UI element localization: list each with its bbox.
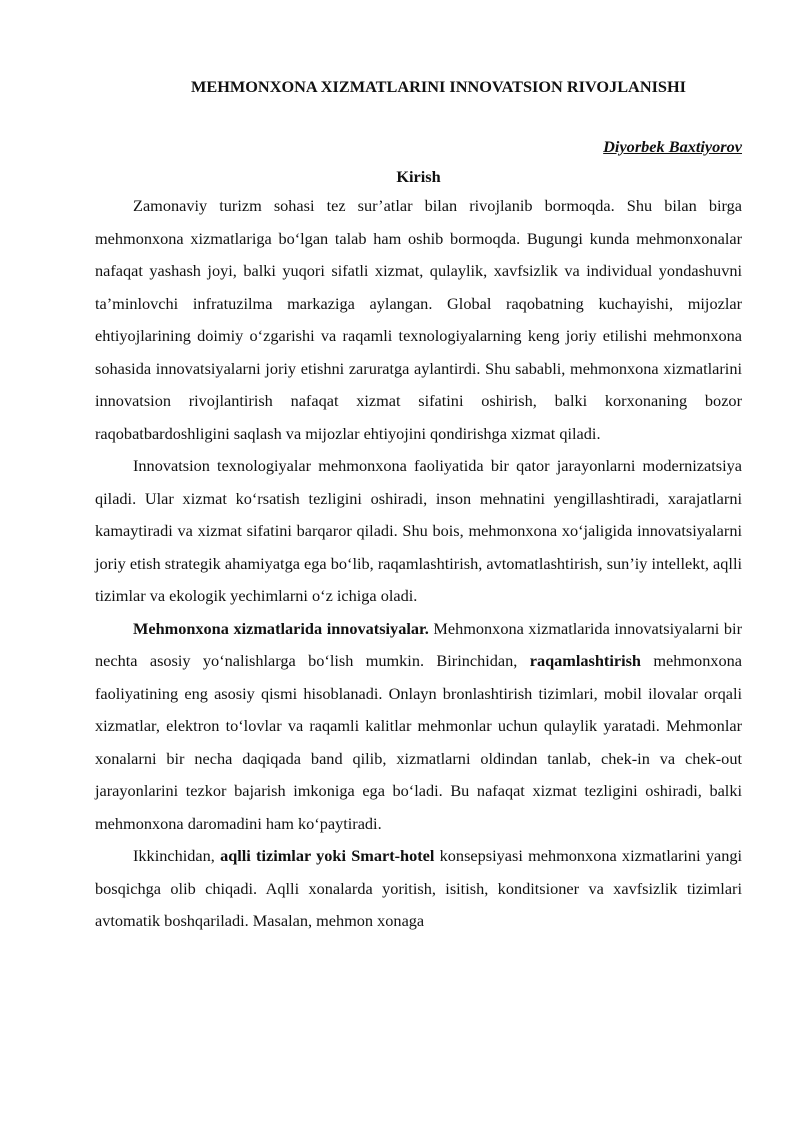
- paragraph-3-text-a: Mehmonxona xizmatlarida innovatsiyalarni bir nechta asosiy yo‘nalishlarga bo‘lish mumkin. Birinchidan,: [95, 618, 742, 670]
- paragraph-3: [95, 613, 742, 841]
- paragraph-3-lead: Mehmonxona xizmatlarida innovatsiyalar.: [133, 618, 429, 638]
- document-title: MEHMONXONA XIZMATLARINI INNOVATSION RIVOJLANISHI: [191, 77, 686, 96]
- paragraph-3-text-b: mehmonxona faoliyatining eng asosiy qismi hisoblanadi. Onlayn bronlashtirish tizimlari, mobil ilovalar orqali xizmatlar, elektron to‘lovlar va raqamli kalitlar mehmonlar uchun qulaylik yaratadi. Mehmonlar xonalarni bir necha daqiqada band qilib, xizmatlarni oldindan tanlab, chek-in va chek-out jarayonlarini tezkor bajarish imkoniga ega bo‘ladi. Bu nafaqat xizmat tezligini oshiradi, balki mehmonxona daromadini ham ko‘paytiradi.: [95, 651, 742, 833]
- paragraph-3-term: raqamlashtirish: [529, 651, 641, 670]
- paragraph-4-term: aqlli tizimlar yoki Smart-hotel: [220, 846, 435, 865]
- paragraph-4-text-b: konsepsiyasi mehmonxona xizmatlarini yangi bosqichga olib chiqadi. Aqlli xonalarda yoritish, isitish, konditsioner va xavfsizlik tizimlari avtomatik boshqariladi. Masalan, mehmon xonaga: [95, 846, 742, 930]
- section-heading: Kirish: [396, 167, 441, 186]
- paragraph-4: [95, 840, 742, 938]
- paragraph-1: Zamonaviy turizm sohasi tez sur’atlar bilan rivojlanib bormoqda. Shu bilan birga mehmonxona xizmatlariga bo‘lgan talab ham oshib bormoqda. Bugungi kunda mehmonxonalar nafaqat yashash joyi, balki yuqori sifatli xizmat, qulaylik, xavfsizlik va individual yondashuvni ta’minlovchi infratuzilma markaziga aylangan. Global raqobatning kuchayishi, mijozlar ehtiyojlarining doimiy o‘zgarishi va raqamli texnologiyalarning keng joriy etilishi mehmonxona sohasida innovatsiyalarni joriy etishni zaruratga aylantirdi. Shu sababli, mehmonxona xizmatlarini innovatsion rivojlantirish nafaqat xizmat sifatini oshirish, balki korxonaning bozor raqobatbardoshligini saqlash va mijozlar ehtiyojini qondirishga xizmat qiladi.: [95, 196, 742, 443]
- paragraph-4-text-a: Ikkinchidan,: [133, 846, 221, 865]
- paragraph-2: Innovatsion texnologiyalar mehmonxona faoliyatida bir qator jarayonlarni modernizatsiya qiladi. Ular xizmat ko‘rsatish tezligini oshiradi, inson mehnatini yengillashtiradi, xarajatlarni kamaytiradi va xizmat sifatini barqaror qiladi. Shu bois, mehmonxona xo‘jaligida innovatsiyalarni joriy etish strategik ahamiyatga ega bo‘lib, raqamlashtirish, avtomatlashtirish, sun’iy intellekt, aqlli tizimlar va ekologik yechimlarni o‘z ichiga oladi.: [95, 456, 742, 605]
- author-name: Diyorbek Baxtiyorov: [603, 137, 742, 156]
